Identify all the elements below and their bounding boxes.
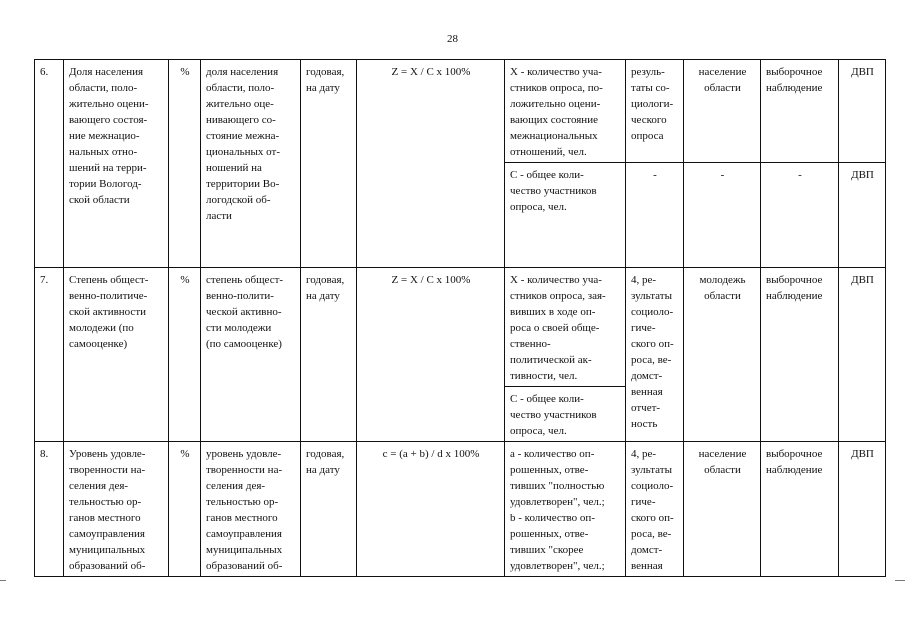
object-cell: население области	[684, 60, 761, 163]
table-row	[35, 60, 886, 163]
source-cell: резуль- таты со- циологи- ческого опроса	[626, 60, 684, 163]
unit-cell: %	[169, 268, 201, 442]
formula-cell: Z = X / C x 100%	[357, 60, 505, 268]
variable-cell: С - общее коли- чество участников опроса, чел.	[505, 387, 626, 442]
indicator-definition: уровень удовле- творенности на- селения дея- тельностью ор- ганов местного самоуправления муниципальных образований об-	[201, 442, 301, 577]
variable-cell: а - количество оп- рошенных, отве- тивших "полностью удовлетворен", чел.; b - количество оп- рошенных, отве- тивших "скорее удовлетворен", чел.;	[505, 442, 626, 577]
periodicity-cell: годовая, на дату	[301, 60, 357, 268]
object-cell: молодежь области	[684, 268, 761, 442]
indicator-definition: доля населения области, поло- жительно оце- нивающего со- стояние межна- циональных от- ношений на территории Во- логодской об- ласти	[201, 60, 301, 268]
indicator-name: Доля населения области, поло- жительно оцени- вающего состоя- ние межнацио- нальных отно- шений на терри- тории Вологод- ской области	[64, 60, 169, 268]
method-cell: выборочное наблюдение	[761, 60, 839, 163]
variable-cell: С - общее коли- чество участников опроса, чел.	[505, 163, 626, 268]
object-cell: -	[684, 163, 761, 268]
periodicity-cell: годовая, на дату	[301, 268, 357, 442]
source-cell: -	[626, 163, 684, 268]
unit-cell: %	[169, 442, 201, 577]
page-number: 28	[447, 33, 458, 45]
method-cell: -	[761, 163, 839, 268]
variable-cell: X - количество уча- стников опроса, зая- вивших в ходе оп- роса о своей обще- ственно- политической ак- тивности, чел.	[505, 268, 626, 387]
source-cell: 4, ре- зультаты социоло- гиче- ского оп- роса, ве- домст- венная	[626, 442, 684, 577]
responsible-cell: ДВП	[839, 268, 886, 442]
unit-cell: %	[169, 60, 201, 268]
responsible-cell: ДВП	[839, 163, 886, 268]
table-row	[35, 442, 886, 577]
indicator-name: Уровень удовле- творенности на- селения дея- тельностью ор- ганов местного самоуправления муниципальных образований об-	[64, 442, 169, 577]
indicator-name: Степень общест- венно-политиче- ской активности молодежи (по самооценке)	[64, 268, 169, 442]
crop-mark-right	[895, 580, 905, 581]
method-cell: выборочное наблюдение	[761, 442, 839, 577]
indicator-definition: степень общест- венно-полити- ческой активно- сти молодежи (по самооценке)	[201, 268, 301, 442]
formula-cell: c = (a + b) / d x 100%	[357, 442, 505, 577]
row-number: 7.	[35, 268, 64, 442]
crop-mark-left	[0, 580, 6, 581]
formula-cell: Z = X / C x 100%	[357, 268, 505, 442]
object-cell: население области	[684, 442, 761, 577]
responsible-cell: ДВП	[839, 60, 886, 163]
row-number: 8.	[35, 442, 64, 577]
indicators-table	[34, 59, 886, 577]
source-cell: 4, ре- зультаты социоло- гиче- ского оп- роса, ве- домст- венная отчет- ность	[626, 268, 684, 442]
periodicity-cell: годовая, на дату	[301, 442, 357, 577]
table-row	[35, 268, 886, 387]
variable-cell: X - количество уча- стников опроса, по- ложительно оцени- вающих состояние межнациональных отношений, чел.	[505, 60, 626, 163]
row-number: 6.	[35, 60, 64, 268]
responsible-cell: ДВП	[839, 442, 886, 577]
method-cell: выборочное наблюдение	[761, 268, 839, 442]
